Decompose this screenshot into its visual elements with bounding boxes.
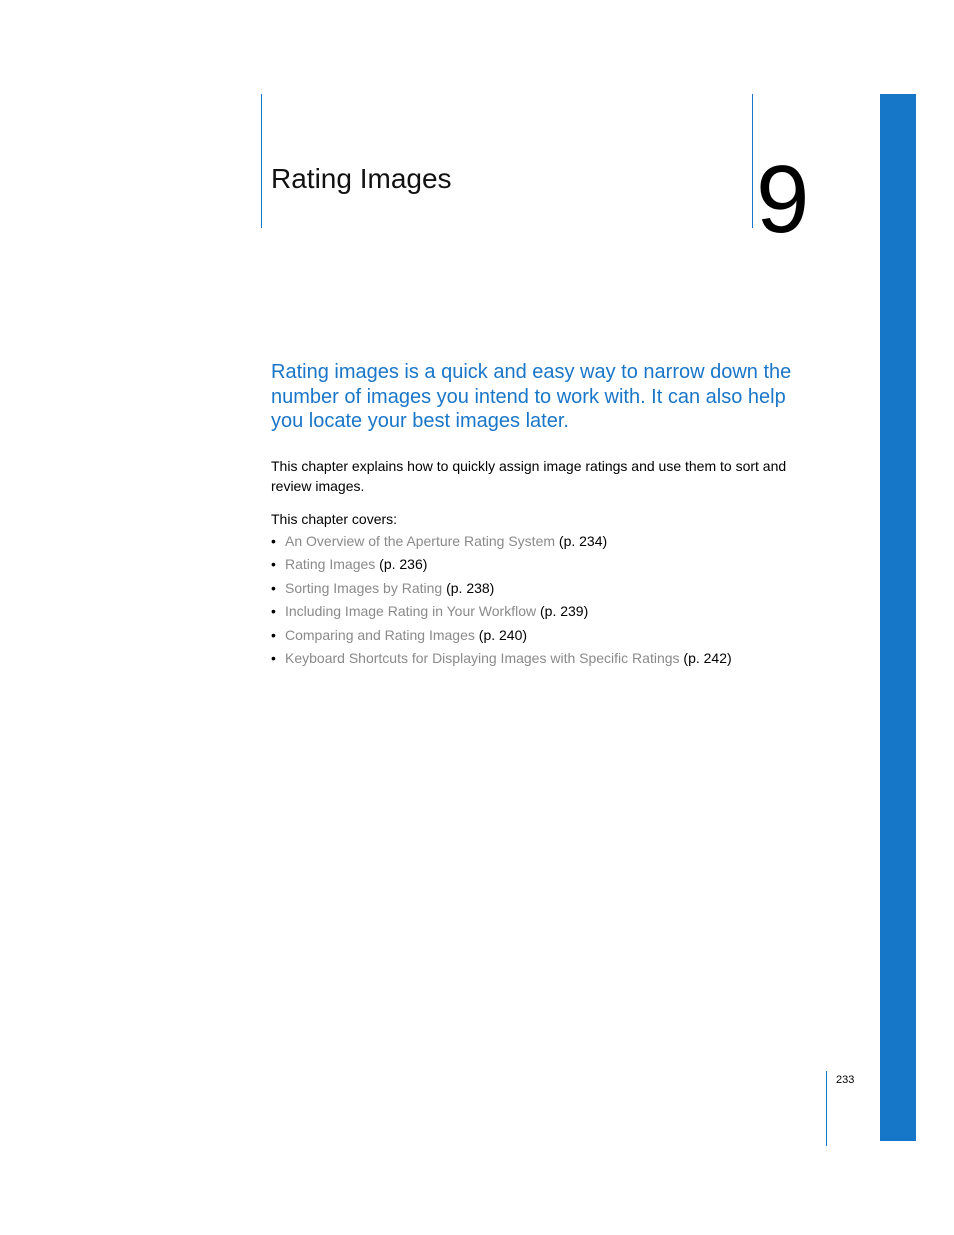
bullet-icon: • <box>271 649 276 666</box>
bullet-icon: • <box>271 533 276 549</box>
toc-link-rating-images[interactable]: Rating Images <box>285 556 376 573</box>
toc-page-ref: (p. 242) <box>683 649 732 666</box>
toc-page-ref: (p. 238) <box>446 579 495 596</box>
toc-item <box>271 625 732 648</box>
page-number-rule <box>826 1071 827 1146</box>
chapter-number: 9 <box>756 146 810 253</box>
title-left-rule <box>261 94 262 228</box>
page-number: 233 <box>836 1074 855 1086</box>
bullet-icon: • <box>271 556 276 573</box>
toc-item <box>271 531 732 554</box>
bullet-icon: • <box>271 579 276 596</box>
toc-item <box>271 554 732 577</box>
covers-label: This chapter covers: <box>271 511 398 527</box>
intro-line: Rating images is a quick and easy way to narrow down the <box>271 361 792 383</box>
chapter-number-rule <box>752 94 753 228</box>
toc-page-ref: (p. 234) <box>558 533 608 549</box>
toc-page-ref: (p. 239) <box>540 603 589 620</box>
chapter-intro <box>271 360 831 434</box>
toc-link-sorting-by-rating[interactable]: Sorting Images by Rating <box>285 579 443 596</box>
chapter-contents-list <box>271 531 732 671</box>
toc-link-comparing-and-rating[interactable]: Comparing and Rating Images <box>285 626 475 643</box>
toc-item <box>271 601 732 624</box>
description-line: review images. <box>271 478 365 494</box>
intro-line: you locate your best images later. <box>271 410 569 432</box>
toc-link-keyboard-shortcuts[interactable]: Keyboard Shortcuts for Displaying Images with Specific Ratings <box>285 649 680 666</box>
toc-link-rating-in-workflow[interactable]: Including Image Rating in Your Workflow <box>285 603 537 620</box>
intro-line: number of images you intend to work with. It can also help <box>271 385 786 408</box>
bullet-icon: • <box>271 603 276 620</box>
toc-item <box>271 648 732 671</box>
chapter-side-tab <box>880 94 916 1141</box>
toc-item <box>271 578 732 601</box>
toc-page-ref: (p. 240) <box>478 626 528 643</box>
chapter-description <box>271 456 786 496</box>
bullet-icon: • <box>271 626 276 643</box>
toc-link-rating-system-overview[interactable]: An Overview of the Aperture Rating System <box>285 533 556 549</box>
description-line: This chapter explains how to quickly assign image ratings and use them to sort and <box>271 458 787 474</box>
chapter-title: Rating Images <box>271 163 452 194</box>
toc-page-ref: (p. 236) <box>379 556 428 573</box>
